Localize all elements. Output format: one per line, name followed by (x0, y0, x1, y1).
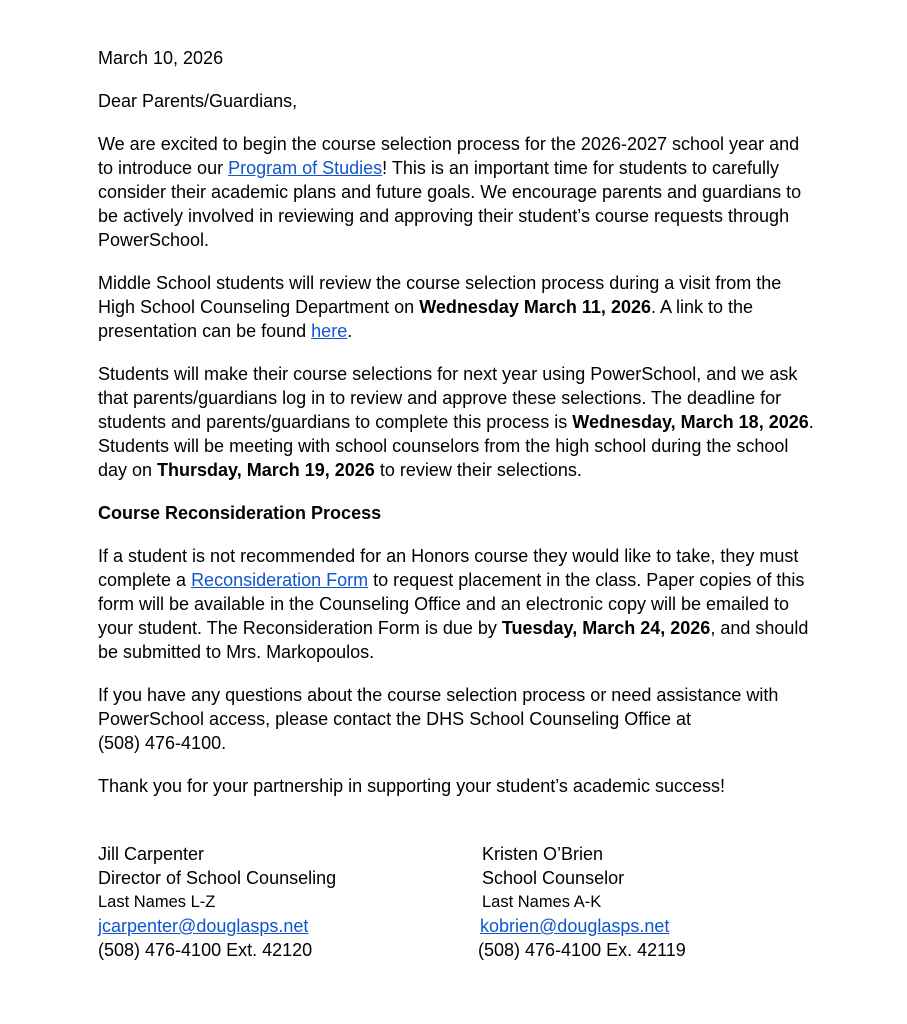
text: to review their selections. (374, 460, 582, 480)
text: If a student is not recommended for an Honors course they would like to take, they must complete a (98, 546, 799, 590)
signature-kristen-obrien (478, 842, 686, 962)
letter-body (98, 46, 816, 817)
date: March 10, 2026 (98, 48, 224, 68)
text: . Students will be meeting with school counselors from the high school during the school day on (98, 412, 814, 480)
salutation: Dear Parents/Guardians, (98, 91, 298, 111)
section-heading (98, 501, 816, 525)
text: Middle School students will review the course selection process during a visit from the High School Counseling Department on (98, 273, 782, 317)
text: to request placement in the class. Paper copies of this form will be available in the Counseling Office and an electronic copy will be emailed to your student. The Reconsideration Form is due by (98, 570, 805, 638)
due-date: Tuesday, March 24, 2026 (501, 618, 711, 638)
signer-email-link[interactable]: jcarpenter@douglasps.net (98, 916, 309, 936)
visit-date: Wednesday March 11, 2026 (419, 297, 651, 317)
office-phone: (508) 476-4100. (98, 733, 227, 753)
signer-title: School Counselor (482, 868, 625, 888)
paragraph-reconsideration (98, 544, 816, 664)
signer-email-link[interactable]: kobrien@douglasps.net (480, 916, 670, 936)
signature-jill-carpenter (98, 842, 336, 962)
text: We are excited to begin the course selection process for the 2026-2027 school year and to introduce our (98, 134, 800, 178)
paragraph-visit (98, 271, 816, 343)
meeting-date: Thursday, March 19, 2026 (157, 460, 375, 480)
signer-phone: (508) 476-4100 Ex. 42119 (478, 940, 686, 960)
heading-text: Course Reconsideration Process (98, 503, 382, 523)
reconsideration-form-link[interactable]: Reconsideration Form (191, 570, 369, 590)
text: If you have any questions about the course selection process or need assistance with PowerSchool access, please contact the DHS School Counseling Office at (98, 685, 779, 729)
closing: Thank you for your partnership in supporting your student’s academic success! (98, 776, 725, 796)
signer-name: Jill Carpenter (98, 844, 205, 864)
signer-caseload: Last Names A-K (482, 893, 602, 911)
paragraph-contact (98, 683, 816, 755)
presentation-link[interactable]: here (311, 321, 348, 341)
signer-name: Kristen O’Brien (482, 844, 604, 864)
text: . A link to the presentation can be found (98, 297, 754, 341)
text: . (347, 321, 353, 341)
signer-caseload: Last Names L-Z (98, 893, 216, 911)
program-of-studies-link[interactable]: Program of Studies (228, 158, 383, 178)
paragraph-intro (98, 132, 816, 252)
signer-title: Director of School Counseling (98, 868, 337, 888)
text: Students will make their course selections for next year using PowerSchool, and we ask that parents/guardians log in to review and approve these selections. The deadline for students and parents/guardians to complete this process is (98, 364, 798, 432)
text: ! This is an important time for students to carefully consider their academic plans and future goals. We encourage parents and guardians to be actively involved in reviewing and approving their student’s course requests through PowerSchool. (98, 158, 802, 250)
signer-phone: (508) 476-4100 Ext. 42120 (98, 940, 313, 960)
text: , and should be submitted to Mrs. Markopoulos. (98, 618, 809, 662)
deadline-date: Wednesday, March 18, 2026 (572, 412, 809, 432)
paragraph-deadline (98, 362, 816, 482)
